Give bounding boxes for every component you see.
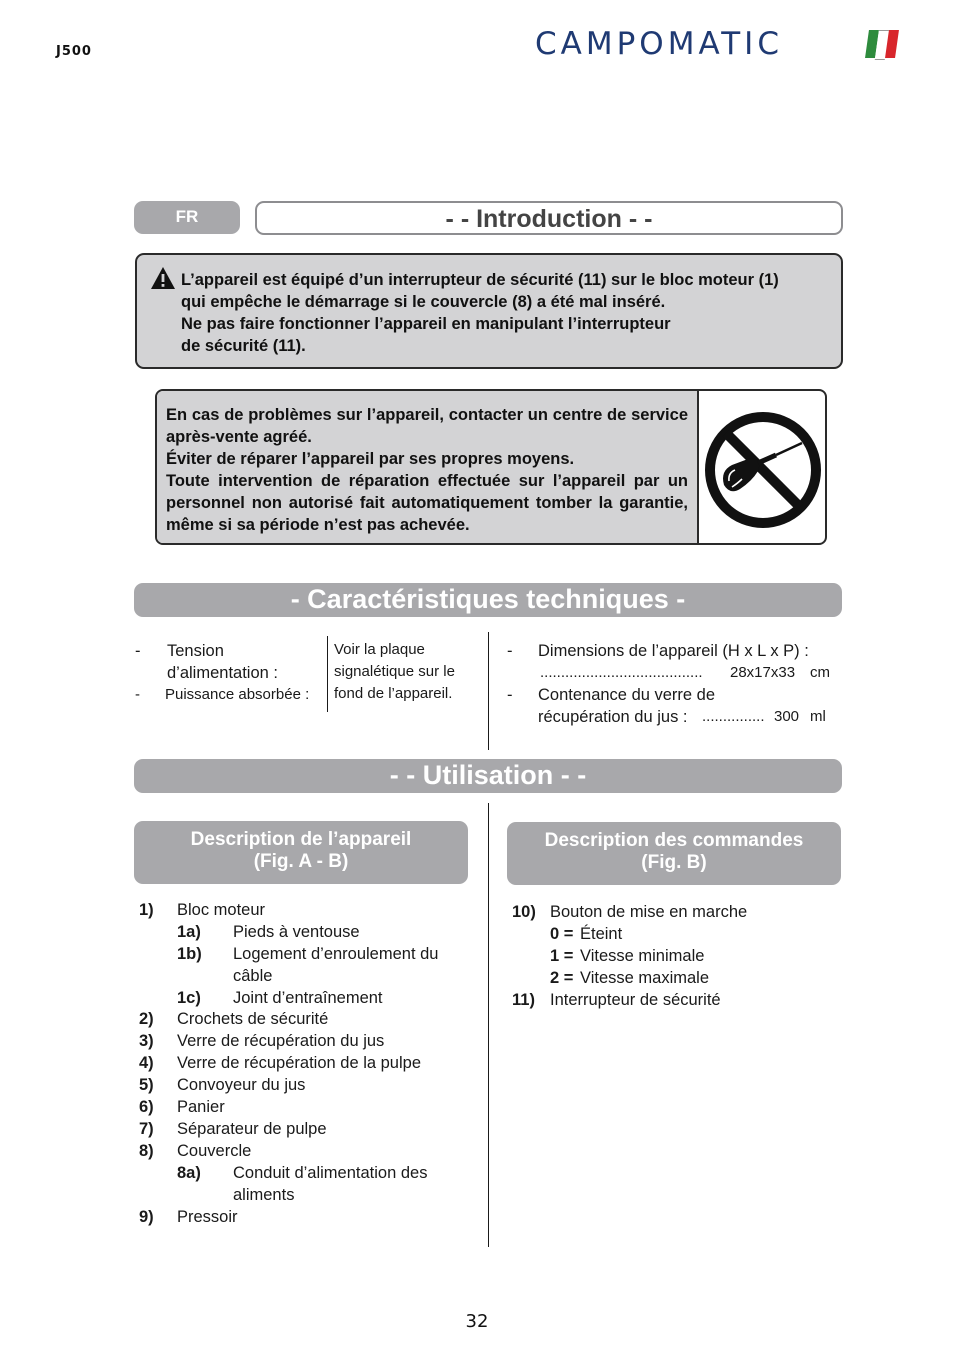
repair-notice-text — [166, 404, 688, 536]
list-item-text: Verre de récupération du jus — [177, 1032, 385, 1050]
list-item-number: 10) — [512, 903, 536, 921]
list-item-text: Bloc moteur — [177, 901, 266, 919]
list-item-number: 2 = — [550, 969, 574, 987]
repair-notice-box — [155, 389, 827, 545]
list-item-number: 11) — [512, 991, 535, 1009]
list-item-number: 3) — [139, 1032, 154, 1050]
list-item-text: Logement d’enroulement du — [233, 945, 439, 963]
dot-leader: ....................................... — [540, 664, 703, 681]
list-item-number: 8) — [139, 1142, 154, 1160]
brand-name: CAMPOMATIC — [535, 26, 783, 62]
list-item-text: Séparateur de pulpe — [177, 1120, 327, 1138]
divider — [488, 632, 489, 750]
introduction-title: - - Introduction - - — [445, 205, 653, 233]
controls-description-title: Description des commandes — [544, 830, 804, 851]
spec-unit: ml — [810, 708, 826, 725]
list-item-number: 2) — [139, 1010, 154, 1028]
italian-flag-icon — [865, 30, 899, 58]
list-item-number: 1b) — [177, 945, 202, 963]
spec-note: Voir la plaque — [334, 641, 425, 658]
list-item-text: Vitesse maximale — [580, 969, 709, 987]
list-item-number: 1a) — [177, 923, 201, 941]
spec-note: signalétique sur le — [334, 663, 455, 680]
column-divider — [488, 803, 489, 1247]
divider — [327, 636, 328, 712]
list-item-text: Panier — [177, 1098, 225, 1116]
warning-triangle-icon — [150, 266, 176, 290]
spec-label: Puissance absorbée : — [165, 686, 310, 703]
list-item-text: aliments — [233, 1186, 295, 1204]
controls-description-header — [507, 822, 841, 885]
list-item-text: Bouton de mise en marche — [550, 903, 748, 921]
list-item-text: Éteint — [580, 925, 623, 943]
spec-value: 300 — [774, 708, 800, 725]
list-item-text: Interrupteur de sécurité — [550, 991, 721, 1009]
list-item-number: 9) — [139, 1208, 154, 1226]
list-item-number: 6) — [139, 1098, 154, 1116]
spec-label: Dimensions de l’appareil (H x L x P) : — [538, 642, 809, 660]
list-item-text: Pressoir — [177, 1208, 238, 1226]
warning-text — [181, 269, 831, 357]
spec-note: fond de l’appareil. — [334, 685, 453, 702]
brand-logo — [535, 28, 900, 62]
device-description-header — [134, 821, 468, 884]
controls-description-figure: (Fig. B) — [641, 852, 707, 873]
page-number: 32 — [465, 1311, 489, 1332]
list-item-number: 1) — [139, 901, 154, 919]
language-badge: FR — [134, 201, 240, 234]
no-screwdriver-icon — [702, 407, 824, 529]
list-item-text: Pieds à ventouse — [233, 923, 360, 941]
device-description-title: Description de l’appareil — [190, 829, 412, 850]
list-item-number: 1 = — [550, 947, 574, 965]
bullet: - — [135, 642, 141, 660]
warning-line: de sécurité (11). — [181, 337, 306, 355]
list-item-text: Couvercle — [177, 1142, 252, 1160]
list-item-text: Convoyeur du jus — [177, 1076, 306, 1094]
spec-label: d’alimentation : — [167, 664, 278, 682]
section-usage: - - Utilisation - - — [134, 759, 842, 793]
list-item-text: Conduit d’alimentation des — [233, 1164, 428, 1182]
repair-paragraph: En cas de problèmes sur l’appareil, contacter un centre de service après-vente agréé. — [166, 406, 688, 446]
list-item-text: câble — [233, 967, 273, 985]
warning-line: Ne pas faire fonctionner l’appareil en manipulant l’interrupteur — [181, 315, 671, 333]
dot-leader: ............... — [702, 708, 765, 725]
spec-unit: cm — [810, 664, 830, 681]
list-item-text: Vitesse minimale — [580, 947, 705, 965]
bullet: - — [507, 686, 513, 704]
spec-label: Tension — [167, 642, 224, 660]
model-label: J500 — [56, 44, 92, 59]
spec-value: 28x17x33 — [730, 664, 796, 681]
list-item-text: Verre de récupération de la pulpe — [177, 1054, 422, 1072]
spec-label: Contenance du verre de — [538, 686, 716, 704]
warning-line: L’appareil est équipé d’un interrupteur de sécurité (11) sur le bloc moteur (1) — [181, 271, 779, 289]
repair-paragraph: Éviter de réparer l’appareil par ses propres moyens. — [166, 450, 575, 468]
spec-label: récupération du jus : — [538, 708, 688, 726]
safety-warning-box — [135, 253, 843, 369]
warning-line: qui empêche le démarrage si le couvercle (8) a été mal inséré. — [181, 293, 666, 311]
bullet: - — [135, 686, 140, 703]
list-item-number: 5) — [139, 1076, 154, 1094]
list-item-number: 4) — [139, 1054, 154, 1072]
list-item-number: 0 = — [550, 925, 574, 943]
section-technical-specs: - Caractéristiques techniques - — [134, 583, 842, 617]
list-item-text: Crochets de sécurité — [177, 1010, 329, 1028]
list-item-number: 7) — [139, 1120, 154, 1138]
repair-paragraph: Toute intervention de réparation effectuée sur l’appareil par un personnel non autorisé fait automatiquement tomber la garantie, même si sa période n’est pas achevée. — [166, 472, 688, 534]
introduction-header — [255, 201, 843, 235]
list-item-number: 1c) — [177, 989, 201, 1007]
list-item-text: Joint d’entraînement — [233, 989, 383, 1007]
device-description-figure: (Fig. A - B) — [253, 851, 349, 872]
bullet: - — [507, 642, 513, 660]
list-item-number: 8a) — [177, 1164, 201, 1182]
